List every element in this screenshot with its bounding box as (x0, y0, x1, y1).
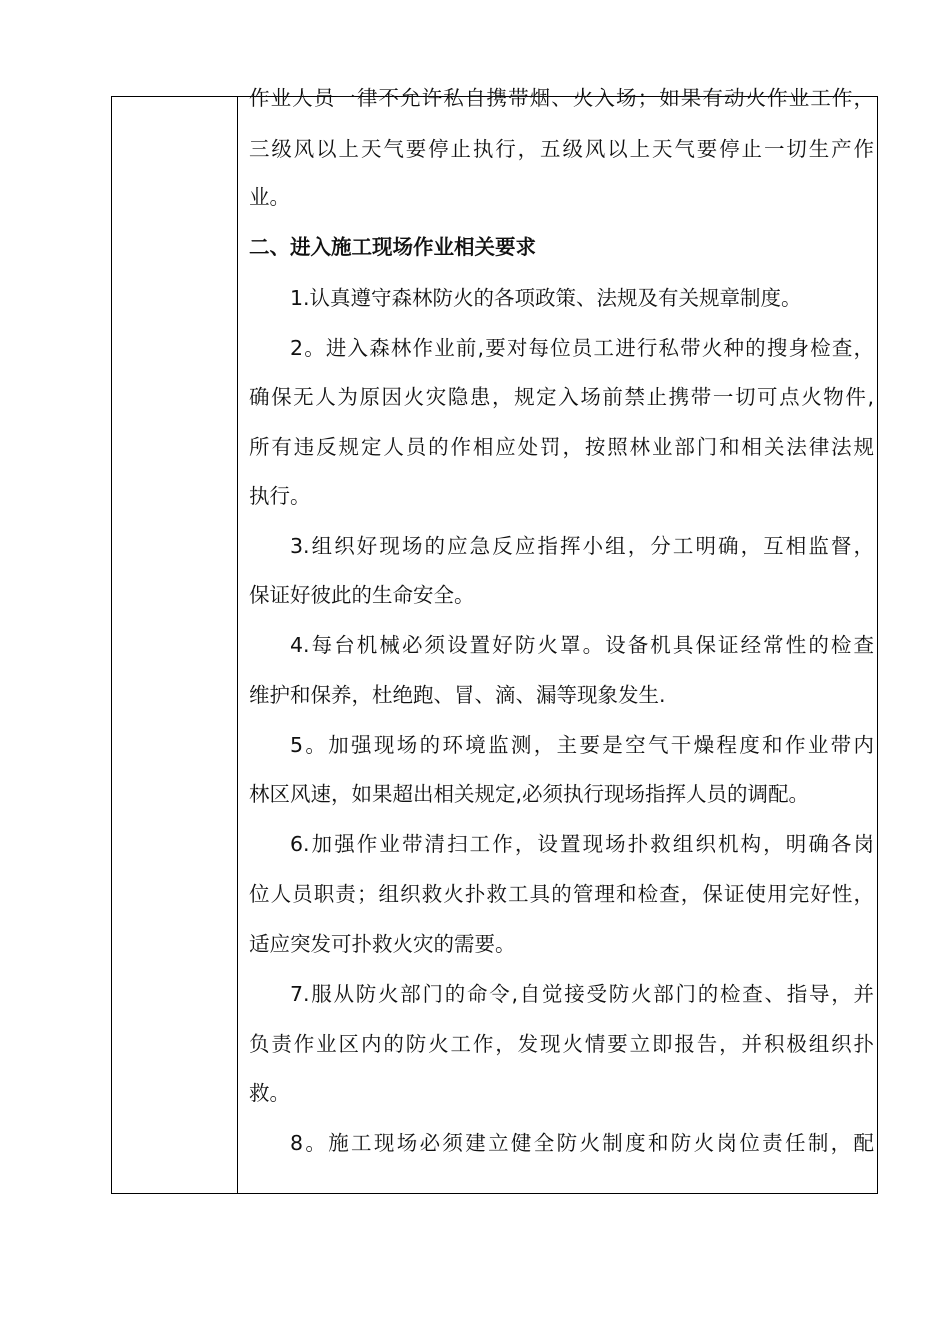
paragraph-line: 2。进入森林作业前,要对每位员工进行私带火种的搜身检查， (290, 336, 874, 360)
paragraph-line: 3.组织好现场的应急反应指挥小组，分工明确，互相监督， (290, 534, 874, 558)
paragraph-line: 救。 (249, 1081, 290, 1105)
paragraph-line: 作业人员一律不允许私自携带烟、火入场；如果有动火作业工作， (249, 86, 874, 110)
paragraph-line: 保证好彼此的生命安全。 (249, 583, 475, 607)
paragraph-line: 业。 (249, 185, 290, 209)
paragraph-line: 6.加强作业带清扫工作，设置现场扑救组织机构，明确各岗 (290, 832, 874, 856)
paragraph-line: 1.认真遵守森林防火的各项政策、法规及有关规章制度。 (290, 286, 802, 310)
paragraph-line: 维护和保养，杜绝跑、冒、滴、漏等现象发生. (249, 683, 666, 707)
paragraph-line: 7.服从防火部门的命令,自觉接受防火部门的检查、指导，并 (290, 982, 874, 1006)
document-table (111, 86, 878, 1194)
paragraph-line: 林区风速，如果超出相关规定,必须执行现场指挥人员的调配。 (249, 782, 810, 806)
paragraph-line: 适应突发可扑救火灾的需要。 (249, 932, 516, 956)
column-divider (237, 97, 238, 1193)
section-heading: 二、进入施工现场作业相关要求 (249, 235, 536, 259)
paragraph-line: 4.每台机械必须设置好防火罩。设备机具保证经常性的检查 (290, 633, 874, 657)
paragraph-line: 负责作业区内的防火工作，发现火情要立即报告，并积极组织扑 (249, 1032, 874, 1056)
paragraph-line: 位人员职责；组织救火扑救工具的管理和检查，保证使用完好性， (249, 882, 874, 906)
paragraph-line: 所有违反规定人员的作相应处罚，按照林业部门和相关法律法规 (249, 435, 874, 459)
paragraph-line: 三级风以上天气要停止执行，五级风以上天气要停止一切生产作 (249, 137, 874, 161)
paragraph-line: 执行。 (249, 484, 311, 508)
paragraph-line: 8。施工现场必须建立健全防火制度和防火岗位责任制，配 (290, 1131, 874, 1155)
paragraph-line: 确保无人为原因火灾隐患，规定入场前禁止携带一切可点火物件, (249, 385, 874, 409)
paragraph-line: 5。加强现场的环境监测，主要是空气干燥程度和作业带内 (290, 733, 874, 757)
